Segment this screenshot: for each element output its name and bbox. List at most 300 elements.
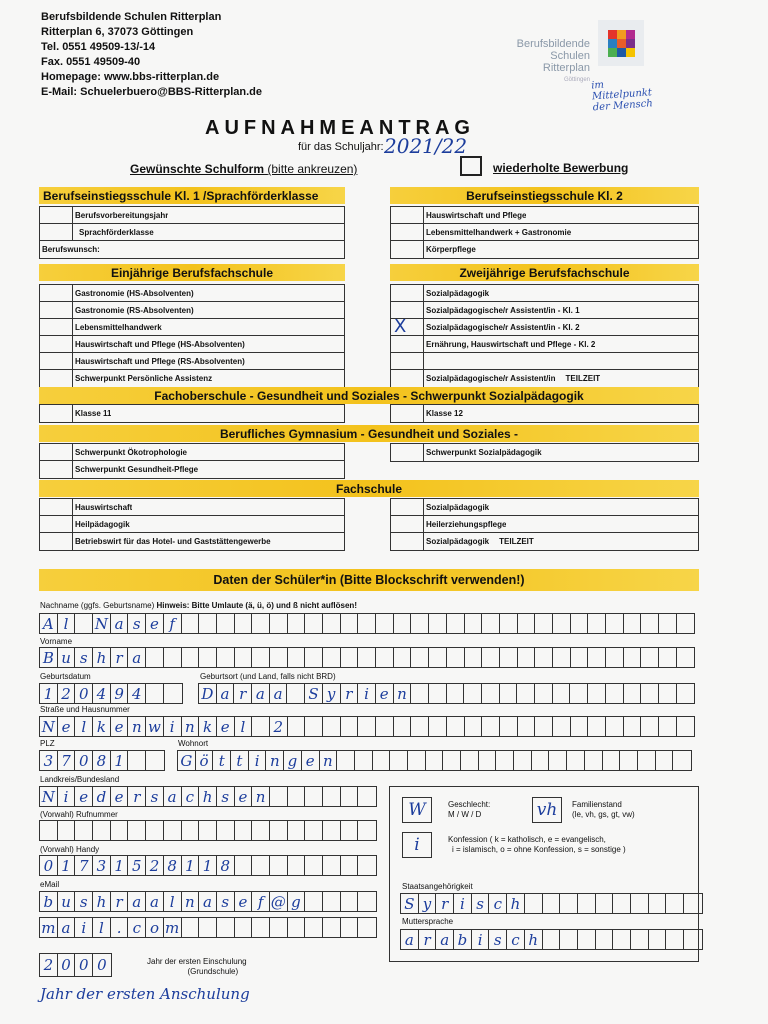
school-year-value[interactable]: 2021/22 (384, 134, 468, 158)
option-row: Berufsvorbereitungsjahr (40, 207, 344, 224)
char-cell (641, 684, 659, 703)
handwritten-note: Jahr der ersten Anschulung (40, 985, 250, 1003)
char-cell: e (217, 717, 235, 736)
char-cell (128, 821, 146, 840)
option-checkbox[interactable] (391, 499, 424, 515)
char-cell (482, 717, 500, 736)
char-cell (659, 684, 677, 703)
char-cell (553, 717, 571, 736)
char-cell: @ (270, 892, 286, 911)
char-cell (677, 614, 695, 633)
option-checkbox[interactable] (40, 285, 73, 301)
char-cell: t (231, 751, 249, 770)
char-cell: s (472, 894, 490, 913)
char-cell: m (40, 918, 58, 937)
char-cell (411, 614, 429, 633)
char-cell: r (341, 684, 359, 703)
schoolform-heading: Gewünschte Schulform (bitte ankreuzen) (130, 162, 358, 176)
char-cell: S (401, 894, 419, 913)
char-cell (560, 894, 578, 913)
option-checkbox[interactable] (391, 285, 424, 301)
char-cell (355, 751, 373, 770)
option-checkbox[interactable] (40, 302, 73, 318)
char-cell (553, 614, 571, 633)
char-cell (570, 684, 588, 703)
option-row: Klasse 12 (391, 405, 698, 422)
char-cell: e (235, 892, 253, 911)
char-cell (305, 787, 323, 806)
char-cell: i (358, 684, 376, 703)
char-cell (677, 684, 695, 703)
section-bes2-banner: Berufseinstiegsschule Kl. 2 (390, 187, 699, 204)
option-row: Schwerpunkt Persönliche Assistenz (40, 370, 344, 387)
char-cell (394, 717, 412, 736)
char-cell (553, 684, 571, 703)
char-cell (596, 930, 614, 949)
zip-field[interactable] (39, 750, 165, 771)
char-cell (447, 684, 465, 703)
char-cell (235, 648, 253, 667)
school-address (41, 10, 262, 100)
char-cell: a (436, 930, 454, 949)
char-cell (288, 614, 306, 633)
char-cell (358, 918, 376, 937)
char-cell (411, 684, 429, 703)
char-cell (684, 894, 702, 913)
char-cell: e (302, 751, 320, 770)
section-bfs1-options (39, 284, 345, 388)
char-cell (323, 856, 341, 875)
char-cell (638, 751, 656, 770)
char-cell: u (58, 648, 76, 667)
char-cell (624, 648, 642, 667)
char-cell (613, 894, 631, 913)
option-checkbox[interactable] (40, 516, 73, 532)
char-cell: k (199, 717, 217, 736)
char-cell: a (128, 892, 146, 911)
char-cell: 0 (75, 684, 93, 703)
char-cell (624, 614, 642, 633)
char-cell (596, 894, 614, 913)
char-cell (199, 614, 217, 633)
char-cell: s (217, 787, 235, 806)
char-cell (270, 856, 288, 875)
char-cell (606, 717, 624, 736)
char-cell (358, 648, 376, 667)
char-cell: a (217, 684, 235, 703)
char-cell (571, 648, 589, 667)
char-cell (358, 892, 376, 911)
option-checkbox[interactable] (391, 353, 424, 369)
char-cell (578, 894, 596, 913)
char-cell (341, 787, 359, 806)
student-data-banner: Daten der Schüler*in (Bitte Blockschrift verwenden!) (39, 569, 699, 591)
char-cell (358, 787, 376, 806)
email-label: eMail (40, 880, 60, 889)
repeat-application-checkbox[interactable] (460, 156, 482, 176)
char-cell: a (270, 684, 288, 703)
char-cell (358, 821, 376, 840)
phone-label: (Vorwahl) Rufnummer (40, 810, 118, 819)
char-cell (666, 894, 684, 913)
char-cell: r (111, 648, 129, 667)
char-cell: e (376, 684, 394, 703)
option-checkbox[interactable] (40, 353, 73, 369)
char-cell: h (199, 787, 217, 806)
char-cell: n (128, 717, 146, 736)
char-cell (305, 918, 323, 937)
option-checkbox[interactable] (40, 224, 73, 240)
char-cell (252, 648, 270, 667)
char-cell (287, 684, 305, 703)
char-cell: 3 (40, 751, 58, 770)
char-cell (465, 717, 483, 736)
char-cell: l (164, 892, 182, 911)
address-line-2: Ritterplan 6, 37073 Göttingen (41, 26, 194, 38)
char-cell: g (288, 892, 306, 911)
char-cell (305, 821, 323, 840)
char-cell: y (323, 684, 341, 703)
char-cell (500, 648, 518, 667)
char-cell: a (111, 614, 129, 633)
char-cell: 2 (270, 717, 288, 736)
char-cell (182, 821, 200, 840)
char-cell (447, 648, 465, 667)
char-cell (323, 821, 341, 840)
district-label: Landkreis/Bundesland (40, 775, 120, 784)
firstname-field[interactable] (39, 647, 695, 668)
char-cell (390, 751, 408, 770)
lastname-label: Nachname (ggfs. Geburtsname) Hinweis: Bitte Umlaute (ä, ü, ö) und ß nicht auflösen! (40, 601, 357, 610)
char-cell: 7 (75, 856, 93, 875)
char-cell (199, 918, 217, 937)
family-status-label: Familienstand (le, vh, gs, gt, vw) (572, 800, 635, 819)
mother-tongue-field[interactable] (400, 929, 703, 950)
family-status-field[interactable]: vh (532, 797, 562, 823)
char-cell (323, 648, 341, 667)
char-cell: n (266, 751, 284, 770)
char-cell: a (128, 648, 146, 667)
char-cell (641, 717, 659, 736)
char-cell (543, 894, 561, 913)
char-cell (164, 684, 182, 703)
char-cell (341, 821, 359, 840)
char-cell (479, 751, 497, 770)
lastname-field[interactable] (39, 613, 695, 634)
char-cell: B (40, 648, 58, 667)
option-row: Sprachförderklasse (40, 224, 344, 241)
char-cell: 2 (146, 856, 164, 875)
char-cell: b (454, 930, 472, 949)
char-cell (624, 717, 642, 736)
char-cell (518, 648, 536, 667)
char-cell: n (320, 751, 338, 770)
char-cell (235, 918, 253, 937)
option-row: Sozialpädagogik (391, 285, 698, 302)
option-checkbox[interactable] (40, 405, 73, 422)
option-checkbox[interactable] (40, 499, 73, 515)
char-cell: s (217, 892, 235, 911)
char-cell: a (58, 918, 76, 937)
char-cell (588, 717, 606, 736)
option-checkbox[interactable] (391, 516, 424, 532)
char-cell: 7 (58, 751, 76, 770)
char-cell: N (93, 614, 111, 633)
option-checkbox[interactable] (40, 444, 73, 460)
char-cell: a (252, 684, 270, 703)
option-checkbox[interactable] (40, 461, 73, 478)
char-cell: 0 (40, 856, 58, 875)
char-cell (252, 821, 270, 840)
char-cell: G (178, 751, 196, 770)
char-cell: h (507, 894, 525, 913)
char-cell: a (199, 892, 217, 911)
char-cell (447, 717, 465, 736)
email-field-line-1[interactable] (39, 891, 377, 912)
char-cell (641, 614, 659, 633)
char-cell (341, 717, 359, 736)
city-field[interactable] (177, 750, 692, 771)
char-cell: r (111, 892, 129, 911)
char-cell (464, 684, 482, 703)
option-row: Schwerpunkt Gesundheit-Pflege (40, 461, 344, 478)
option-checkbox[interactable] (391, 533, 424, 550)
char-cell: 1 (111, 856, 129, 875)
option-checkbox[interactable] (391, 224, 424, 240)
char-cell (288, 856, 306, 875)
address-line-5: Homepage: www.bbs-ritterplan.de (41, 71, 220, 83)
char-cell (394, 614, 412, 633)
option-checkbox[interactable] (391, 370, 424, 387)
section-fs-banner: Fachschule (39, 480, 699, 497)
birthplace-field[interactable] (198, 683, 695, 704)
nationality-field[interactable] (400, 893, 703, 914)
char-cell (270, 918, 288, 937)
char-cell (182, 614, 200, 633)
career-wish-row[interactable]: Berufswunsch: (42, 245, 100, 254)
option-row: Heilerziehungspflege (391, 516, 698, 533)
char-cell (465, 614, 483, 633)
char-cell: 1 (182, 856, 200, 875)
char-cell: a (146, 892, 164, 911)
char-cell: e (75, 787, 93, 806)
char-cell (164, 648, 182, 667)
option-row: Hauswirtschaft und Pflege (HS-Absolventen) (40, 336, 344, 353)
option-row: Schwerpunkt Sozialpädagogik (391, 444, 698, 461)
section-bfs1-banner: Einjährige Berufsfachschule (39, 264, 345, 281)
char-cell (429, 614, 447, 633)
char-cell (518, 717, 536, 736)
char-cell (305, 648, 323, 667)
confession-field[interactable]: i (402, 832, 432, 858)
char-cell: s (146, 787, 164, 806)
option-checkbox[interactable] (391, 207, 424, 223)
char-cell (461, 751, 479, 770)
email-field-line-2[interactable] (39, 917, 377, 938)
char-cell (270, 648, 288, 667)
char-cell (146, 684, 164, 703)
char-cell (323, 614, 341, 633)
option-checkbox[interactable] (40, 336, 73, 352)
zip-label: PLZ (40, 739, 55, 748)
repeat-application-label: wiederholte Bewerbung (493, 161, 629, 175)
char-cell: s (489, 930, 507, 949)
birthdate-field[interactable] (39, 683, 183, 704)
char-cell: w (146, 717, 164, 736)
char-cell (543, 930, 561, 949)
char-cell (323, 892, 341, 911)
option-checkbox[interactable] (391, 405, 424, 422)
char-cell: 1 (40, 684, 58, 703)
char-cell (376, 717, 394, 736)
char-cell (535, 614, 553, 633)
char-cell: h (525, 930, 543, 949)
char-cell (305, 717, 323, 736)
option-checkbox[interactable] (391, 241, 424, 258)
char-cell: y (419, 894, 437, 913)
section-bfs2-options (390, 284, 699, 388)
logo-text: Berufsbildende Schulen Ritterplan Göttingen (516, 38, 590, 83)
option-row: Heilpädagogik (40, 516, 344, 533)
option-checkbox[interactable] (391, 336, 424, 352)
char-cell (408, 751, 426, 770)
char-cell (518, 614, 536, 633)
char-cell (358, 717, 376, 736)
char-cell: d (93, 787, 111, 806)
char-cell (560, 930, 578, 949)
char-cell: A (40, 614, 58, 633)
char-cell (235, 614, 253, 633)
option-row: Hauswirtschaft und Pflege (391, 207, 698, 224)
char-cell: b (40, 892, 58, 911)
char-cell: k (93, 717, 111, 736)
option-row: Hauswirtschaft (40, 499, 344, 516)
char-cell (567, 751, 585, 770)
mobile-field[interactable] (39, 855, 377, 876)
char-cell: 1 (58, 856, 76, 875)
city-label: Wohnort (178, 739, 209, 748)
char-cell: c (128, 918, 146, 937)
char-cell: a (401, 930, 419, 949)
char-cell (217, 821, 235, 840)
gender-field[interactable]: W (402, 797, 432, 823)
char-cell (217, 918, 235, 937)
option-row: Betriebswirt für das Hotel- und Gaststättengewerbe (40, 533, 344, 550)
char-cell (411, 648, 429, 667)
char-cell (199, 648, 217, 667)
section-bg-right (390, 443, 699, 462)
char-cell: 4 (93, 684, 111, 703)
char-cell: i (454, 894, 472, 913)
char-cell (252, 717, 270, 736)
school-start-year-field[interactable] (39, 953, 112, 977)
option-checkbox[interactable] (40, 207, 73, 223)
section-bes2-options (390, 206, 699, 259)
char-cell (146, 751, 164, 770)
char-cell (376, 648, 394, 667)
char-cell (270, 787, 288, 806)
char-cell: r (436, 894, 454, 913)
char-cell (603, 751, 621, 770)
char-cell: 1 (199, 856, 217, 875)
char-cell (659, 614, 677, 633)
char-cell (40, 821, 58, 840)
char-cell: 0 (97, 956, 107, 974)
char-cell: c (182, 787, 200, 806)
char-cell: h (93, 892, 111, 911)
char-cell (535, 648, 553, 667)
char-cell (532, 751, 550, 770)
char-cell (75, 614, 93, 633)
option-checkbox[interactable] (391, 444, 424, 461)
address-line-4: Fax. 0551 49509-40 (41, 56, 141, 68)
char-cell (624, 684, 642, 703)
section-bg-banner: Berufliches Gymnasium - Gesundheit und Soziales - (39, 425, 699, 442)
option-checkbox[interactable] (40, 370, 73, 387)
option-row: Ernährung, Hauswirtschaft und Pflege - Kl. 2 (391, 336, 698, 353)
char-cell (146, 648, 164, 667)
char-cell (217, 648, 235, 667)
char-cell: 8 (164, 856, 182, 875)
char-cell: h (93, 648, 111, 667)
option-checkbox-checked[interactable] (391, 316, 424, 337)
char-cell (341, 614, 359, 633)
address-line-1: Berufsbildende Schulen Ritterplan (41, 11, 222, 23)
phone-field[interactable] (39, 820, 377, 841)
option-checkbox[interactable] (40, 319, 73, 335)
char-cell (93, 821, 111, 840)
form-title: AUFNAHMEANTRAG (205, 117, 475, 139)
school-logo (498, 18, 668, 114)
char-cell (571, 614, 589, 633)
char-cell (358, 856, 376, 875)
char-cell (496, 751, 514, 770)
option-checkbox[interactable] (40, 533, 73, 550)
confession-label: Konfession ( k = katholisch, e = evangelisch, i = islamisch, o = ohne Konfession, s = sonstige ) (448, 835, 626, 854)
char-cell: i (58, 787, 76, 806)
section-bes1-options (39, 206, 345, 259)
char-cell (500, 614, 518, 633)
char-cell: u (58, 892, 76, 911)
char-cell: f (164, 614, 182, 633)
char-cell: e (235, 787, 253, 806)
char-cell (553, 648, 571, 667)
gender-label: Geschlecht: M / W / D (448, 800, 491, 819)
char-cell (649, 930, 667, 949)
handwritten-motto: im Mittelpunkt der Mensch (590, 79, 654, 114)
char-cell (585, 751, 603, 770)
char-cell (631, 930, 649, 949)
char-cell (666, 930, 684, 949)
option-row: Sozialpädagogik TEILZEIT (391, 533, 698, 550)
option-row: Gastronomie (RS-Absolventen) (40, 302, 344, 319)
option-row: Sozialpädagogische/r Assistent/in - Kl. 1 (391, 302, 698, 319)
char-cell: e (58, 717, 76, 736)
char-cell (588, 648, 606, 667)
char-cell: 0 (75, 954, 93, 976)
street-field[interactable] (39, 716, 695, 737)
char-cell (376, 614, 394, 633)
district-field[interactable] (39, 786, 377, 807)
char-cell (58, 821, 76, 840)
section-fos-banner: Fachoberschule - Gesundheit und Soziales - Schwerpunkt Sozialpädagogik (39, 387, 699, 404)
char-cell (429, 717, 447, 736)
char-cell: . (111, 918, 129, 937)
char-cell (341, 856, 359, 875)
section-bes1-banner: Berufseinstiegsschule Kl. 1 /Sprachförderklasse (39, 187, 345, 204)
char-cell (270, 614, 288, 633)
char-cell (411, 717, 429, 736)
